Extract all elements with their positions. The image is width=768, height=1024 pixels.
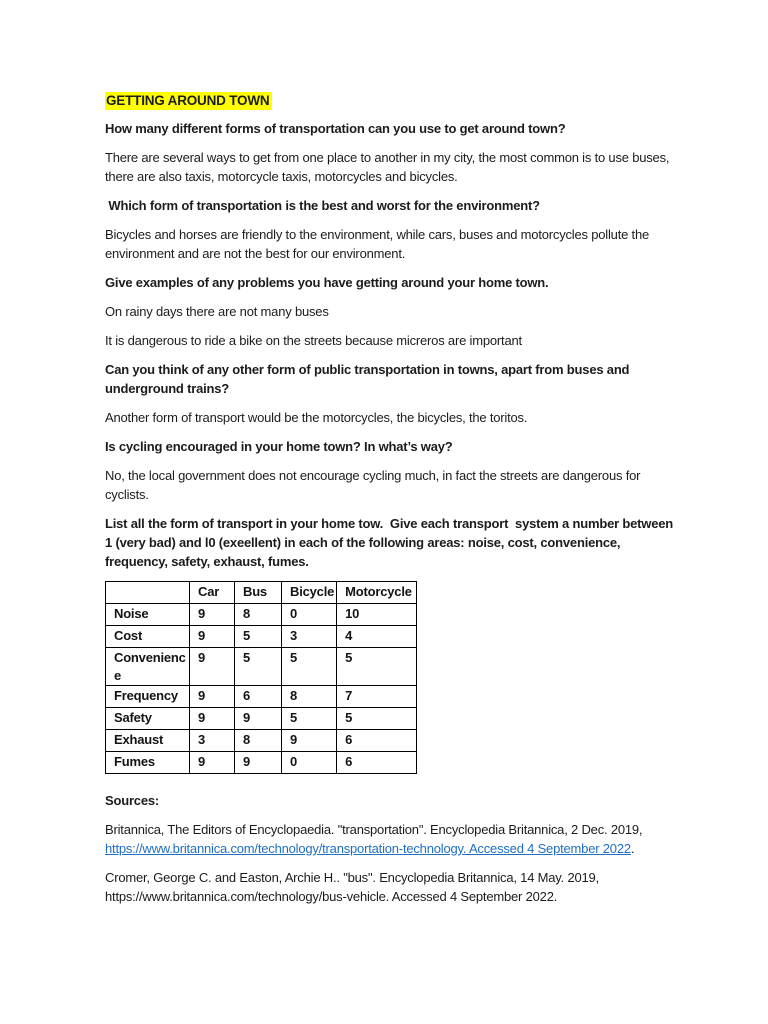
table-cell: 6: [337, 730, 417, 752]
table-row-label: Cost: [106, 626, 190, 648]
table-cell: 3: [282, 626, 337, 648]
table-cell: 10: [337, 604, 417, 626]
question-paragraph-6: List all the form of transport in your home tow. Give each transport system a number between 1 (very bad) and l0 (exeellent) in each of the following areas: noise, cost, convenience, frequency, safety, exhaust, fumes.: [105, 516, 677, 569]
question-paragraph-2: Which form of transportation is the best and worst for the environment?: [105, 198, 540, 213]
document-title: [105, 91, 677, 110]
table-cell: 9: [190, 686, 235, 708]
table-cell: 5: [235, 648, 282, 686]
table-row: [106, 708, 417, 730]
table-row-label: Fumes: [106, 752, 190, 774]
table-header-cell-blank: [106, 582, 190, 604]
table-cell: 8: [235, 730, 282, 752]
table-row-label: Convenience: [106, 648, 190, 686]
table-cell: 8: [235, 604, 282, 626]
question-paragraph-3: Give examples of any problems you have getting around your home town.: [105, 275, 549, 290]
table-cell: 0: [282, 604, 337, 626]
table-row: [106, 686, 417, 708]
table-body: [106, 604, 417, 774]
table-cell: 9: [190, 604, 235, 626]
table-cell: 9: [190, 626, 235, 648]
table-cell: 9: [235, 752, 282, 774]
answer-paragraph-4: It is dangerous to ride a bike on the streets because micreros are important: [105, 333, 522, 348]
table-cell: 3: [190, 730, 235, 752]
answer-paragraph-5: Another form of transport would be the motorcycles, the bicycles, the toritos.: [105, 410, 528, 425]
table-row: [106, 730, 417, 752]
table-header-cell-motorcycle: Motorcycle: [337, 582, 417, 604]
answer-paragraph-3: On rainy days there are not many buses: [105, 304, 329, 319]
table-cell: 9: [235, 708, 282, 730]
answer-paragraph-6: No, the local government does not encourage cycling much, in fact the streets are dangerous for cyclists.: [105, 468, 644, 502]
table-cell: 0: [282, 752, 337, 774]
table-cell: 5: [337, 708, 417, 730]
table-row: [106, 752, 417, 774]
table-row-label: Noise: [106, 604, 190, 626]
question-paragraph-4: Can you think of any other form of public transportation in towns, apart from buses and underground trains?: [105, 362, 633, 396]
document-title-highlight: GETTING AROUND TOWN: [105, 92, 272, 110]
answer-paragraph-2: Bicycles and horses are friendly to the environment, while cars, buses and motorcycles pollute the environment and are not the best for our environment.: [105, 227, 653, 261]
citation-link[interactable]: https://www.britannica.com/technology/transportation-technology. Accessed 4 September 2022: [105, 841, 631, 856]
table-cell: 5: [337, 648, 417, 686]
table-cell: 9: [190, 752, 235, 774]
table-header-cell-bicycle: Bicycle: [282, 582, 337, 604]
table-cell: 5: [282, 648, 337, 686]
table-cell: 9: [190, 708, 235, 730]
table-row-label: Frequency: [106, 686, 190, 708]
table-cell: 9: [282, 730, 337, 752]
sources-heading: Sources:: [105, 793, 160, 808]
answer-paragraph-1: There are several ways to get from one place to another in my city, the most common is to use buses, there are also taxis, motorcycle taxis, motorcycles and bicycles.: [105, 150, 673, 184]
table-row: [106, 626, 417, 648]
question-paragraph-5: Is cycling encouraged in your home town? In what’s way?: [105, 439, 453, 454]
table-cell: 9: [190, 648, 235, 686]
table-row-label: Exhaust: [106, 730, 190, 752]
table-header-cell-bus: Bus: [235, 582, 282, 604]
table-header-row: [106, 582, 417, 604]
table-cell: 8: [282, 686, 337, 708]
question-paragraph-1: How many different forms of transportation can you use to get around town?: [105, 121, 566, 136]
table-cell: 5: [235, 626, 282, 648]
citation-1-suffix: .: [630, 841, 635, 856]
table-header-cell-car: Car: [190, 582, 235, 604]
table-row: [106, 648, 417, 686]
citation-2: Cromer, George C. and Easton, Archie H.. "bus". Encyclopedia Britannica, 14 May. 2019, https://www.britannica.com/technology/bus-vehicle. Accessed 4 September 2022.: [105, 870, 603, 904]
table-cell: 6: [337, 752, 417, 774]
table-cell: 4: [337, 626, 417, 648]
table-cell: 6: [235, 686, 282, 708]
table-row: [106, 604, 417, 626]
transport-ratings-table: [105, 581, 417, 774]
table-row-label: Safety: [106, 708, 190, 730]
table-cell: 7: [337, 686, 417, 708]
citation-1-text: Britannica, The Editors of Encyclopaedia. "transportation". Encyclopedia Britannica, 2 Dec. 2019,: [105, 822, 646, 837]
citation-1: [105, 820, 677, 858]
table-cell: 5: [282, 708, 337, 730]
document-content: [105, 91, 677, 916]
